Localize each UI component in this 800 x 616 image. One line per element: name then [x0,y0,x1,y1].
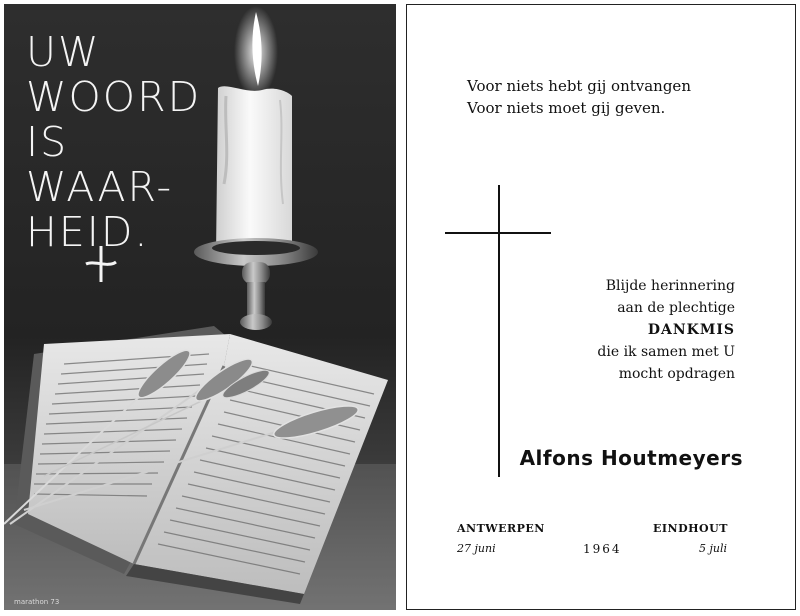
memorial-line: Blijde herinnering [605,278,735,294]
memorial-line: aan de plechtige [617,300,735,316]
motto-line: IS [26,118,69,166]
memorial-line: die ik samen met U [597,344,735,360]
place-antwerpen: ANTWERPEN [457,522,545,535]
verse [467,75,767,119]
priest-name: Alfons Houtmeyers [519,446,743,470]
memorial-line: mocht opdragen [618,366,735,382]
motto-line: UW [26,28,101,76]
verse-line: Voor niets moet gij geven. [467,99,666,117]
motto-line: WAAR- [26,163,174,211]
motto-text [26,30,226,255]
candlestick-stem [247,282,265,318]
dates-footer [457,522,747,562]
date-antwerpen: 27 juni [457,542,496,555]
memorial-text [495,275,735,385]
photo-credit: marathon 73 [14,598,60,606]
verse-line: Voor niets hebt gij ontvangen [467,77,691,95]
place-eindhout: EINDHOUT [653,522,728,535]
memorial-line: DANKMIS [647,322,735,338]
memorial-card [406,4,796,610]
motto-line: HEID. [26,208,150,256]
year: 1964 [583,542,622,556]
motto-line: WOORD [26,73,202,121]
cover-photo [4,4,396,610]
date-eindhout: 5 juli [699,542,728,555]
cross-icon [84,244,118,284]
